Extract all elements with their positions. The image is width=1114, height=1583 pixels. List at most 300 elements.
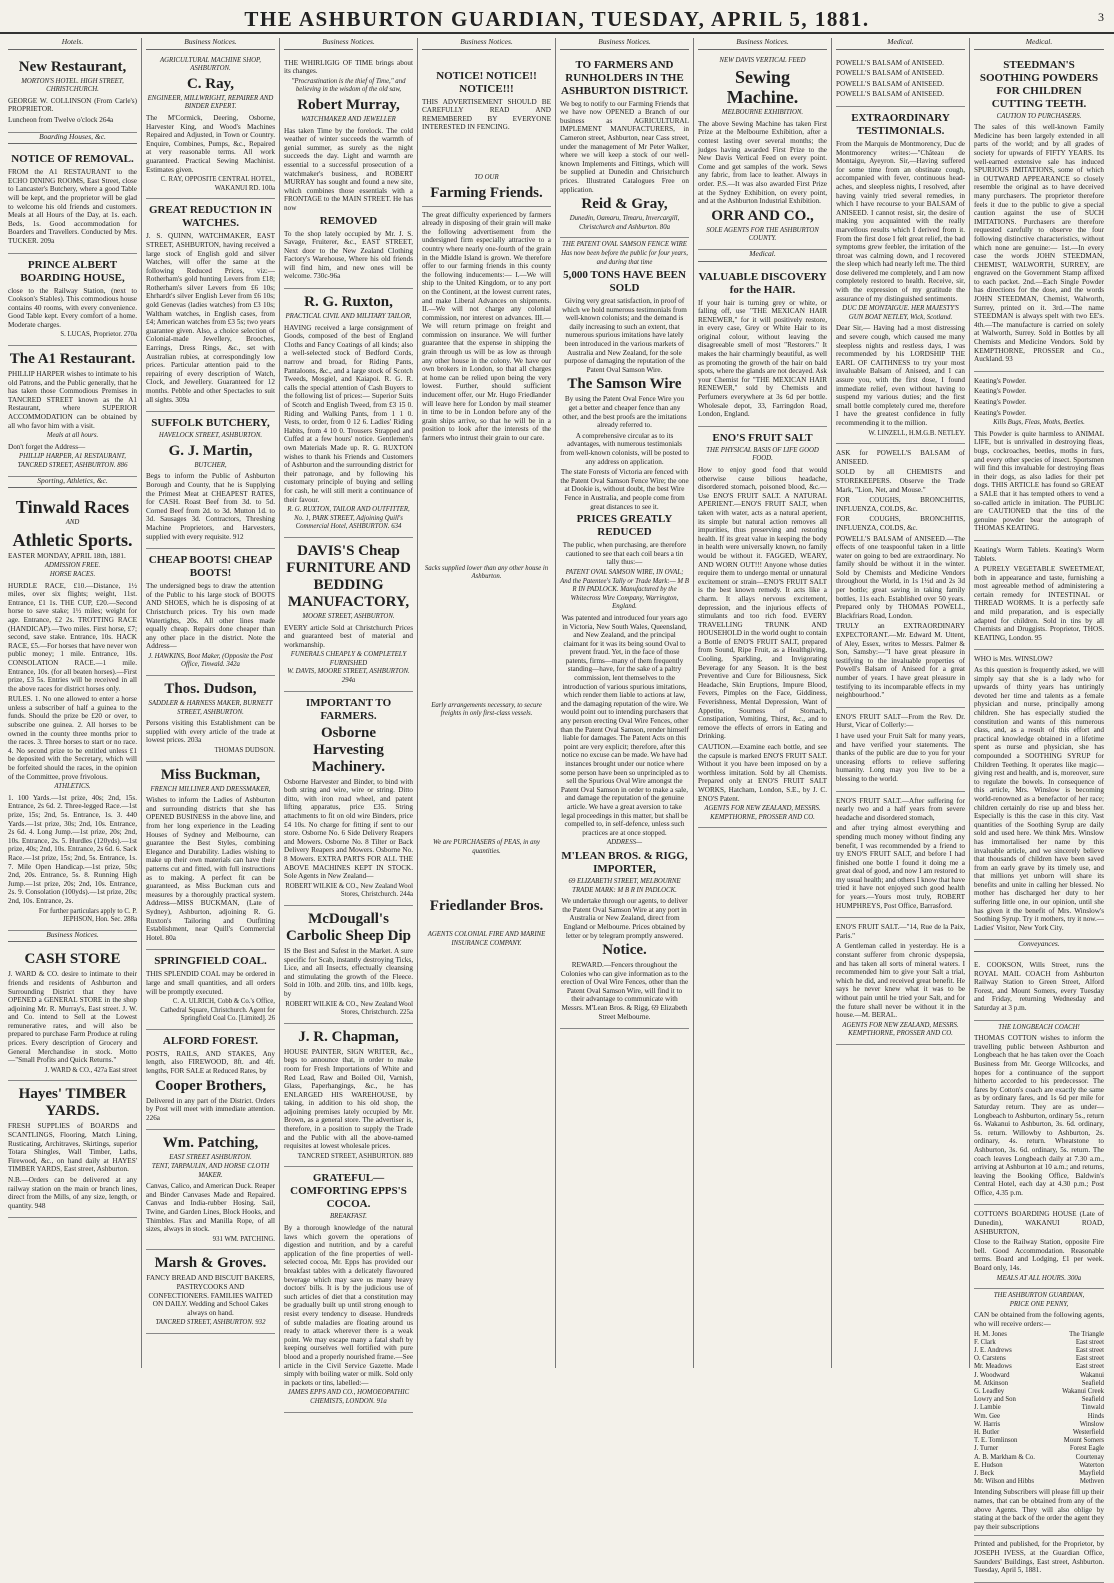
advert-text: The undersigned begs to draw the attention of the Public to his large stock of BOOTS AND SHOES, which he is disposing of at Christchurch prices. Try his own made Watertights, 20s. All other lines made equally cheap. Repairs done cheaper than any other place in the district. Note the Address—: [146, 582, 275, 651]
agent-name: G. Leadley: [974, 1388, 1005, 1396]
advert-signature: AGENTS FOR NEW ZEALAND, MESSRS. KEMPTHORNE, PROSSER AND CO.: [842, 1021, 959, 1038]
section-heading: Medical.: [974, 38, 1104, 50]
advert-text: From the Marquis de Montmorency, Duc de Montmorency writes:—"Château de Montaigu, Ayeyron. Sir,—Having suffered for some time from an obstinate cough, accompanied with fever, continuous head-aches, and sleepless nights, I resolved, after having vainly tried several remedies, in which I have recourse to your BALSAM of ANISEED. I cannot resist, sir, the desire of making you acquainted with the really marvellous results which I derived from it. From the first dose I felt great relief, the bad symptoms grew feebler, the irritation of the throat was calming down, and I recovered the sleep which had nearly left me. The third dose delivered me completely, and I am now completely restored to health. Receive, sir, with the expression of my gratitude the assurance of my distinguished sentiments.: [836, 139, 965, 303]
advert-text: POSTS, RAILS, AND STAKES, Any length, also FIREWOOD, 8ft. and 4ft. lengths, FOR SALE at Reduced Rates, by: [146, 1049, 275, 1076]
advert-title: WHO is Mrs. WINSLOW?: [974, 655, 1053, 664]
advert-chapman: [284, 1024, 413, 1168]
fence-subheading: Has now been before the public for four years, and during that time: [561, 249, 688, 266]
advert-eno-testimonial-1: [836, 708, 965, 792]
advert-text: How to enjoy good food that would otherwise cause bilious headache, disordered stomach, poisoned blood, &c.—Use ENO'S FRUIT SALT. A NATURAL APERIENT.—ENO'S FRUIT SALT, when taken with water, acts as a natural aperient, its simple but natural action removes all impurities, thus preserving and restoring health. If its great value in keeping the body in health were universally known, no family would be without it. FAGGED, WEARY, AND WORN OUT!!! Anyone whose duties require them to undergo mental or unnatural excitement or strain—ENO'S FRUIT SALT is the best known remedy. It acts like a charm. It allays nervous excitement, depression, and the injurious effects of stimulants and too rich food. EVERY TRAVELLING TRUNK AND HOUSEHOLD in the world ought to contain a Bottle of ENO'S FRUIT SALT, prepared from Sound, Ripe Fruit, as a Healthgiving, Cooling, Sparkling, and Invigorating Beverage for any Season. It is the best Preventive and Cure for Biliousness, Sick Headache, Skin Eruptions, Impure Blood, Fevers, Pimples on the Face, Giddiness, Feverishness, Mental Depression, Want of Appetite, Sourness of Stomach, Constipation, Vomiting, Thirst, &c., and to remove the effects of errors in Eating and Drinking.: [698, 466, 827, 741]
advert-title: Tinwald Races: [15, 497, 130, 518]
advert-davis-furniture: [284, 538, 413, 692]
advert-subtitle: SADDLER & HARNESS MAKER, BURNETT STREET, ASHBURTON.: [148, 700, 273, 716]
advert-text: HAVING received a large consignment of Goods, composed of the best of England Cloths and Fancy Coatings of all kinds; also a well-selected stock of Bedford Cords, narrow and broad, for Riding Pants, Pantaloons, &c., and a large stock of Scotch Tweeds, Mosgiel, and Kaiapoi. R. G. R. calls the special attention of Cash Buyers to the following list of prices:— Superior Suits of Scotch and English Tweed, from £3 15 0. Riding and Walking Pants, from 1 1 0. Vests, to order, from 0 12 6. Ladies' Riding Habits, from 4 10 0. Trousers Strapped and Cuffed at a few hours' notice. Gentlemen's own Materials Made up. R. G. RUXTON wishes to thank his Friends and Customers of Ashburton and the surrounding district for their patronage, and by following his customary principle of buying and selling for cash, he will still merit a continuance of their favour.: [284, 323, 413, 504]
agent-row: [974, 1454, 1104, 1462]
advert-text: A PURELY VEGETABLE SWEETMEAT, both in appearance and taste, furnishing a most agreeable method of administering a certain remedy for INTESTINAL or THREAD WORMS. It is a perfectly safe and mild preparation, and is especially adapted for children. Sold in tins by all Chemists and Druggists. Proprietor, THOS. KEATING, London. 95: [974, 565, 1104, 642]
advert-title: EXTRAORDINARY TESTIMONIALS.: [851, 111, 950, 137]
advert-thos-dudson: [146, 676, 275, 762]
advert-suffolk-butchery: [146, 412, 275, 549]
advert-agents: AGENTS FOR NEW ZEALAND, MESSRS. KEMPTHORNE, PROSSER AND CO.: [704, 805, 821, 821]
advert-robert-murray: [284, 54, 413, 289]
advert-testimonials: [836, 107, 965, 444]
advert-text: Canvas, Calico, and American Duck. Reaper and Binder Canvases Made and Repaired. Canvas and India-rubber Hosing. Sail, Twine, and Garden Lines, Block Hooks, and Thimbles. Flax and Manilla Rope, of all sizes, always in stock.: [146, 1182, 275, 1234]
advert-reid-gray: [560, 54, 689, 239]
agent-place: East street: [1075, 1338, 1104, 1346]
advert-horse-text: HURDLE RACE, £10.—Distance, 1½ miles, over six flights; weight, 11st. Entrance, £1 1s. THE CUP, £20.—Second horse to save stake; 1½ miles; weight for age. Entrance, £2 2s. TROTTING RACE (HANDICAP).—Two miles. First horse, £7; second, save stake. Entrance, 10s. HACK RACE, £5.—For horses that have never won public money; 1 mile. Entrance, 10s. CONSOLATION RACE.—1 mile. Entrance, 10s. (for all beaten horses).—First prize, £3 5s. Entries will be received in all the above races for district horses only.: [8, 581, 137, 693]
advert-title: Miss Buckman,: [160, 766, 261, 783]
agent-name: J. E. Andrews: [974, 1347, 1012, 1354]
advert-meals: MEALS AT ALL HOURS. 300a: [996, 1274, 1082, 1282]
agent-row: [974, 1331, 1104, 1339]
column-4: [418, 38, 556, 1368]
fence-tons: 5,000 TONS HAVE BEEN SOLD: [563, 269, 686, 295]
advert-marsh-groves: [146, 1250, 275, 1334]
agent-place: Hinds: [1087, 1412, 1104, 1420]
samson-note: A comprehensive circular as to its advantages, with numerous testimonials from well-known colonists, will be posted to any address on application.: [560, 431, 689, 466]
coughs-line: ASK for POWELL'S BALSAM of ANISEED.: [836, 449, 965, 466]
advert-title: ENO'S FRUIT SALT: [712, 431, 813, 444]
advert-guardian-agents: [974, 1289, 1104, 1583]
section-heading: Business Notices.: [284, 38, 413, 50]
agent-row: [974, 1339, 1104, 1347]
orr-title: ORR AND CO.,: [711, 207, 814, 224]
keating-line: Keating's Powder.: [974, 376, 1026, 385]
advert-text-2: To the shop lately occupied by Mr. J. S. Savage, Fruiterer, &c., EAST STREET, Next door to the New Zealand Clothing Factory's Warehouse, Where his old friends will find him, and new ones will be welcome. 730c-96a: [284, 229, 413, 281]
advert-title: ENO'S FRUIT SALT.—After suffering for nearly two and a half years from severe headache and disordered stomach,: [836, 796, 965, 822]
agent-place: Mount Somers: [1063, 1437, 1104, 1445]
agent-row: [974, 1413, 1104, 1421]
agent-row: [974, 1429, 1104, 1437]
prices-reduced: PRICES GREATLY REDUCED: [576, 513, 673, 539]
agent-name: J. Beck: [974, 1470, 995, 1478]
advert-subtitle-2: ENGINEER, MILLWRIGHT, REPAIRER AND BINDER EXPERT.: [147, 94, 274, 111]
column-8: [970, 37, 1108, 1575]
agent-place: Courtenay: [1075, 1453, 1104, 1461]
advert-signature: ROBERT WILKIE & CO., New Zealand Wool Stores, Christchurch. 225a: [285, 1000, 413, 1017]
advert-springfield-coal: [146, 950, 275, 1030]
column-6: [694, 38, 832, 1368]
keating-line: Keating's Powder.: [974, 398, 1026, 406]
farming-text: The great difficulty experienced by farmers already in disposing of their grain will make the following advertisement from the undersigned firm especially attractive to a country where nearly one-fourth of the grain in the Middle Island is grown. We therefore offer to our farming friends in this county the following inducements:— I.—We will ship to the United Kingdom, or to any port on the Continent, at the lowest current rates, and make Liberal Advances on shipments. II.—We will not charge any colonial commission, nor interest on advances. III.—We will return primage on freight and commission on insurance. We will further guarantee that the expense in shipping the grain through us will be as low as through any other house in the colony. We have our own brokers in London, so that all charges at home can be relied upon being the very lowest. Further, should sufficient inducement offer, our Mr. Hugo Friedlander will leave here for London by mail steamer in time to be in London before any of the grain ships arrive, so that he will be in a position to look after the interests of the farmers who intrust their grain to our care.: [422, 210, 551, 442]
advert-signature: TANCRED STREET, ASHBURTON. 889: [297, 1152, 413, 1160]
advert-text: Close to the Railway Station, opposite Fire bell. Good Accommodation. Reasonable terms. Board and Lodging, £1 per week. Board only, 14s.: [974, 1238, 1104, 1273]
advert-title: STEEDMAN'S SOOTHING POWDERS FOR CHILDREN CUTTING TEETH.: [979, 58, 1099, 110]
advert-miss-buckman: [146, 762, 275, 951]
advert-title: The A1 Restaurant.: [9, 351, 136, 368]
advert-text: The M'Cormick, Deering, Osborne, Harvester King, and Wood's Machines Repaired and Adjusted, in Town or Country. Enquire, Combines, Pumps, &c., Repaired at very reasonable terms. All work guaranteed. Practical Sewing Machinist. Estimates given.: [146, 113, 275, 174]
farming-friends-title: Farming Friends.: [430, 184, 543, 201]
column-3: [280, 37, 418, 1405]
agent-row: [974, 1421, 1104, 1429]
keating-kills: Kills Bugs, Fleas, Moths, Beetles.: [993, 419, 1085, 427]
advert-new-restaurant: [8, 54, 137, 133]
importer-name: M'LEAN BROS. & RIGG, IMPORTER,: [561, 849, 688, 875]
advert-title: ENO'S FRUIT SALT.—"14, Rue de la Paix, Paris.": [836, 923, 965, 940]
advert-title: IMPORTANT TO FARMERS.: [305, 696, 392, 722]
advert-title: Wm. Patching,: [162, 1135, 259, 1152]
keating-line: Keating's Powder.: [974, 408, 1026, 417]
advert-letter-signature: W. LINZELL, H.M.G.B. NETLEY.: [868, 429, 965, 437]
samson-title: The Samson Wire: [567, 376, 682, 393]
advert-signature: THOMAS DUDSON.: [214, 747, 275, 755]
agent-place: Tinwald: [1081, 1404, 1104, 1412]
advert-text: This Powder is quite harmless to ANIMAL LIFE, but is unrivalled in destroying fleas, bugs, cockroaches, beetles, moths in furs, and every other species of insect. Sportsmen will find this invaluable for destroying fleas in their dogs, as also ladies for their pet dogs. THIS ARTICLE has found so GREAT a SALE that it has tempted others to vend a so-called article in imitation. The PUBLIC are CAUTIONED that the tins of the genuine powder bear the autograph of THOMAS KEATING.: [974, 429, 1104, 533]
advert-note: Intending Subscribers will please fill up their names, that can be obtained from any of the above Agents. They will also oblige by stating at the back of the order the agent they pay their subscriptions: [974, 1488, 1104, 1531]
advert-rules: RULES. 1. No one allowed to enter a horse unless a subscriber of half a guinea to the funds. Should the prize be £20 or over, to subscribe one guinea. 2. All horses to be owned in the county three months prior to the races. 3. Three horses to start or no race. 4. No second prize to be entitled unless £1 be deposited with the Secretary, which will be forfeited should the races, in the opinion of the Committee, prove frivolous.: [8, 695, 137, 781]
advert-athletics: ATHLETICS.: [54, 783, 91, 791]
advert-subtitle: MOORE STREET, ASHBURTON.: [302, 612, 395, 620]
agent-row: [974, 1347, 1104, 1355]
advert-title: Hayes' TIMBER YARDS.: [18, 1086, 127, 1120]
advert-funerals: FUNERALS CHEAPLY & COMPLETELY FURNISHED: [290, 651, 407, 667]
agent-place: Wakanui Creek: [1062, 1388, 1104, 1396]
advert-samson-wire: [560, 238, 689, 1029]
advert-mcdougall-dip: [284, 906, 413, 1024]
advert-subtitle: THE PHYSICAL BASIS OF LIFE GOOD FOOD.: [706, 446, 819, 463]
advert-text: Persons visiting this Establishment can be supplied with every article of the trade at lowest prices. 203a: [146, 719, 275, 745]
advert-epps-cocoa: [284, 1167, 413, 1412]
section-heading: Sporting, Athletics, &c.: [8, 477, 137, 489]
newspaper-columns: [4, 37, 1110, 1575]
section-heading: Business Notices.: [698, 38, 827, 50]
balsam-line: POWELL'S BALSAM of ANISEED.: [836, 79, 944, 88]
advert-subtitle: FRENCH MILLINER AND DRESSMAKER,: [150, 785, 271, 793]
agent-name: Lowry and Son: [974, 1396, 1016, 1404]
samson-state: The state Forests of Victoria are fenced with the Patent Oval Samson Fence Wire; the one at Dookie is, without doubt, the best Wire Fence in Australia, and people come from great distances to see it.: [560, 468, 689, 511]
advert-title: New Restaurant,: [18, 58, 127, 75]
advert-text: Has taken Time by the forelock. The cold weather of winter succeeds the warmth of genial summer, as surely as the night succeeds the day. Light and warmth are essential to a successful prosecution of a watchmaker's business, and ROBERT MURRAY has sought and found a new site, which combines those essentials with a FRONTAGE to the MAIN STREET. He has now: [284, 126, 413, 212]
agent-name: Wm. Gee: [974, 1412, 1001, 1420]
agent-name: H. Butler: [974, 1429, 1000, 1437]
agent-place: East street: [1075, 1347, 1104, 1354]
agent-name: W. Harris: [974, 1420, 1001, 1428]
agent-name: J. Woodward: [974, 1371, 1010, 1379]
agent-row: [974, 1396, 1104, 1404]
agent-name: O. Carstens: [974, 1355, 1006, 1363]
advert-signature: C. A. ULRICH, Cobb & Co.'s Office, Cathedral Square, Christchurch. Agent for Springfield Coal Co. [Limited]. 26: [160, 998, 275, 1023]
agent-name: A. B. Markham & Co.: [974, 1453, 1035, 1461]
advert-hayes-timber: [8, 1081, 137, 1218]
advert-text: CAN be obtained from the following agents, who will receive orders:—: [974, 1311, 1104, 1328]
advert-title: SPRINGFIELD COAL.: [154, 955, 267, 968]
advert-text: A Gentleman called in yesterday. He is a constant sufferer from chronic dyspepsia, and has taken all sorts of mineral waters. I recommended him to give your Salt a trial, which he did, and received great benefit. He says he never knew what it was to be without pain until he tried your Salt, and for the future shall never be without it in the house.—M. BERAL.: [836, 942, 965, 1020]
advert-signature: JAMES EPPS AND CO., HOMOEOPATHIC CHEMISTS, LONDON. 91a: [287, 1389, 410, 1405]
advert-date: EASTER MONDAY, APRIL 18th, 1881.: [8, 551, 126, 560]
advert-text: By a thorough knowledge of the natural laws which govern the operations of digestion and nutrition, and by a careful application of the fine properties of well-selected cocoa, Mr. Epps has provided our breakfast tables with a delicately flavoured beverage which may save us many heavy doctors' bills. It is by the judicious use of such articles of diet that a constitution may be gradually built up until strong enough to resist every tendency to disease. Hundreds of subtle maladies are floating around us ready to attack wherever there is a weak point. We may escape many a fatal shaft by keeping ourselves well fortified with pure blood and a properly nourished frame.—See article in the Civil Service Gazette. Made simply with boiling water or milk. Sold only in packets or tins, labelled:—: [284, 1224, 413, 1387]
to-our-label: TO OUR: [474, 173, 499, 181]
advert-worm-tablets: [974, 541, 1104, 651]
column-5: [556, 38, 694, 1368]
agent-name: E. Hudson: [974, 1461, 1003, 1469]
advert-subtitle: PRACTICAL CIVIL AND MILITARY TAILOR,: [285, 313, 412, 321]
agent-row: [974, 1404, 1104, 1412]
advert-eno-fruit-salt: [698, 427, 827, 829]
advert-letter: Dear Sir,— Having had a most distressing and severe cough, which caused me many sleepless nights and restless days, I was recommended by his LORDSHIP THE EARL OF CAITHNESS to try your most invaluable Balsam of Aniseed, and I can assure you, with the first dose, I found immediate relief, even without having to suspend my various duties; and the first small bottle completely cured me, therefore I have the greatest confidence in fully recommending it to the million.: [836, 324, 965, 427]
advert-text: FANCY BREAD AND BISCUIT BAKERS, PASTRYCOOKS AND CONFECTIONERS. FAMILIES WAITED ON DAILY. Wedding and School Cakes always on hand.: [146, 1274, 275, 1317]
section-heading: Business Notices.: [560, 38, 689, 50]
fence-text: Giving very great satisfaction, in proof of which we hold numerous testimonials from well-known colonists; and the demand is daily increasing to such an extent, that numerous spurious imitations have lately been introduced in the various markets of Australia and New Zealand, for the sole purpose of damaging the reputation of the Patent Oval Samson Wire.: [562, 297, 687, 374]
advert-signature: For further particulars apply to C. P. JEPHSON, Hon. Sec. 288a: [38, 907, 137, 924]
advert-text: FRESH SUPPLIES of BOARDS and SCANTLINGS, Flooring, Match Lining, Rusticating, Architraves, Skirtings, superior Totara Shingles, Wall Timber, Laths, Firewood, &c., on hand daily at HAYES' TIMBER YARDS, East street, Ashburton.: [8, 1122, 137, 1174]
advert-name: Osborne Harvesting Machinery.: [312, 724, 385, 775]
advert-cotton-boarding: [974, 1205, 1104, 1289]
advert-removed: REMOVED: [319, 214, 378, 227]
advert-signature: TANCRED STREET, ASHBURTON. 932: [155, 1319, 266, 1327]
advert-text: The above Sewing Machine has taken First Prize at the Melbourne Exhibition, after a contest lasting over several months; the judges having awarded First Prize to the New Davis Vertical Feed on every point. Come and get samples of the work. Sews any fabric, from lace to leather. Always in order. P.S.—It was also awarded First Prize at the Sydney Exhibition, on every point, and at the Ashburton Industrial Exhibition.: [698, 119, 827, 206]
agent-place: Westerfield: [1072, 1429, 1104, 1437]
advert-ruxton: [284, 289, 413, 538]
balsam-line: POWELL'S BALSAM of ANISEED.: [836, 69, 944, 78]
advert-hair-renewer: [698, 266, 827, 427]
advert-signature: PHILLIP HARPER, A1 RESTAURANT, TANCRED STREET, ASHBURTON. 886: [17, 453, 128, 469]
coughs-line: FOR COUGHS, BRONCHITIS, INFLUENZA, COLDS, &c.: [836, 515, 965, 532]
section-heading: Conveyances.: [974, 940, 1104, 952]
agent-name: F. Clark: [974, 1338, 996, 1346]
advert-title: THE WHIRLIGIG OF TIME brings about its changes.: [284, 58, 413, 76]
advert-balsam-coughs: [836, 444, 965, 708]
agent-name: T. E. Tomlinson: [974, 1437, 1018, 1445]
advert-text: We beg to notify to our Farming Friends that we have now OPENED a Branch of our business as AGRICULTURAL IMPLEMENT MANUFACTURERS, in Cameron street, Ashburton, near Cass street, under the management of Mr Peter Walker, where we will keep a stock of our well-known Implements and Fittings, which will be supplied at Dunedin and Christchurch prices. Illustrated Catalogues Free on application.: [560, 99, 689, 194]
advert-a1-restaurant: [8, 346, 137, 477]
notice-title: Notice.: [602, 942, 647, 959]
advert-eno-testimonial-2: [836, 792, 965, 919]
advert-watches: [146, 199, 275, 412]
advert-text: THIS SPLENDID COAL may be ordered in large and small quantities, and all orders will be promptly executed.: [146, 970, 275, 996]
agent-place: Seafield: [1081, 1396, 1104, 1404]
advert-signature: J. WARD & CO., 427a East street: [44, 1066, 137, 1074]
advert-caution: CAUTION.—Examine each bottle, and see the capsule is marked ENO'S FRUIT SALT. Without it you have been imposed on by a worthless imitation. Sold by all Chemists. Prepared only at ENO'S FRUIT SALT WORKS, Hatcham, London, S.E., by J. C. ENO'S Patent.: [698, 743, 827, 803]
advert-title: PRINCE ALBERT BOARDING HOUSE,: [20, 258, 125, 284]
advert-subtitle-2: TENT, TARPAULIN, AND HORSE CLOTH MAKER.: [151, 1163, 270, 1179]
section-heading: Business Notices.: [146, 38, 275, 50]
advert-text: J. S. QUINN, WATCHMAKER, EAST STREET, ASHBURTON, having received a large stock of English gold and silver Watches, will offer the same at the following Reduced Prices, viz:—Rotherham's gold hunting Levers from £18; Rotherham's silver Levers from £6 10s; Ehrhardt's silver English Lever from £6 10s; gold Genevas (ladies watches) from £3 10s; Waltham watches, in English cases, from £4; American watches from £3 5s; two years guarantee given. Also, a choice selection of Colonial-made Jewellery, Brooches, Earrings, Dress Rings, &c., set with Australian rubies, at correspondingly low prices. Particular attention paid to the repairing of every description of Watch, Clock, and Jewellery. Guaranteed for 12 months. Pebble and other Spectacles to suit all sights. 309a: [146, 232, 275, 404]
advert-subtitle: MORTON'S HOTEL. HIGH STREET, CHRISTCHURCH.: [21, 77, 124, 94]
section-heading: Business Notices.: [8, 931, 137, 943]
advert-proprietor: GEORGE W. COLLINSON (From Carle's) PROPRIETOR.: [8, 96, 137, 114]
advert-text: PHILLIP HARPER wishes to intimate to his old Patrons, and the Public generally, that he has taken those Commodious Premises in TANCRED STREET known as the A1 Restaurant, where SUPERIOR ACCOMMODATION can be obtained by all who favor him with a visit.: [8, 370, 137, 430]
advert-title: ALFORD FOREST.: [162, 1034, 259, 1047]
agent-row: [974, 1437, 1104, 1445]
advert-signature: W. DAVIS, MOORE STREET, ASHBURTON. 294a: [287, 668, 410, 685]
advert-alford-forest: [146, 1030, 275, 1131]
column-7: [832, 38, 970, 1368]
undertake-text: We undertake through our agents, to deliver the Patent Oval Samson Wire at any port in Australia or New Zealand, direct from England or Melbourne. Prices obtained by letter or by telegram promptly answered.: [561, 897, 688, 940]
advert-title: NOTICE OF REMOVAL.: [11, 153, 134, 166]
agent-row: [974, 1388, 1104, 1396]
advert-wm-patching: [146, 1130, 275, 1250]
agent-row: [974, 1470, 1104, 1478]
agent-name: Mr. Meadows: [974, 1363, 1012, 1371]
early-note: Early arrangements necessary, to secure freights in only first-class vessels.: [431, 701, 542, 718]
samson-text: By using the Patent Oval Fence Wire you get a better and cheaper fence than any other, and the best proofs are the imitations already referred to.: [562, 395, 687, 430]
advert-title: THE LONGBEACH COACH!: [998, 1023, 1080, 1031]
advert-tinwald-races: [8, 492, 137, 931]
agent-place: Methven: [1079, 1478, 1104, 1486]
advert-text: FROM the A1 RESTAURANT to the ECHO DINING ROOMS, East Street, close to Lancaster's Butchery, where a good Table will be kept, and the proprietor will be glad to welcome his old friends and customers. Meals at all Hours of the Day, at 1s. each. Beds, 1s. Good accommodation for Boarders and Travellers. Conducted by Mrs. TUCKER. 209a: [8, 168, 137, 245]
advert-title: SUFFOLK BUTCHERY,: [151, 417, 270, 430]
advert-mrs-winslow: [974, 650, 1104, 940]
advert-title: Keating's Worm Tablets. Keating's Worm Tablets.: [974, 545, 1104, 563]
advert-text: and after trying almost everything and spending much money without finding any benefit, I was recommended by a friend to try ENO'S FRUIT SALT, and before I had finished one bottle I found it doing me a great deal of good, and now I am restored to my usual health; and others I know that have tried it have not enjoyed such good health for years.—Yours most truly, ROBERT HUMPHREYS, Post Office, Barrasford.: [836, 824, 965, 910]
advert-title: THE ASHBURTON GUARDIAN,: [993, 1292, 1085, 1300]
advert-title-2: Athletic Sports.: [12, 529, 133, 550]
advert-text: Luncheon from Twelve o'clock 264a: [8, 115, 114, 124]
advert-name: G. J. Martin,: [168, 442, 253, 459]
newspaper-title: THE ASHBURTON GUARDIAN, TUESDAY, APRIL 5, 1881.: [244, 7, 870, 31]
advert-steedman: [974, 54, 1104, 372]
advert-eno-testimonial-3: [836, 918, 965, 1045]
advert-title: Thos. Dudson,: [164, 681, 257, 698]
tally-text: PATENT OVAL SAMSON WIRE, IN OVAL; And the Patentee's Tally or Trade Mark:— M B R IN PADLOCK. Manufactured by the Whitecross Wire Company, Warrington, England.: [560, 568, 689, 611]
advert-c-ray: [146, 54, 275, 200]
column-1: [4, 38, 142, 1368]
advert-title: GRATEFUL—COMFORTING EPPS'S COCOA.: [290, 1172, 407, 1211]
page-number: 3: [1098, 10, 1104, 24]
advert-signature: J. HAWKINS, Boot Maker, (Opposite the Post Office, Tinwald. 342a: [148, 652, 273, 669]
advert-title: C. Ray,: [186, 75, 235, 92]
coughs-line: FOR COUGHS, BRONCHITIS, INFLUENZA, COLDS, &c.: [836, 496, 965, 513]
advert-text: HOUSE PAINTER, SIGN WRITER, &c., begs to announce that, in order to make room for Fresh Importations of White and Red Lead, Raw and Boiled Oil, Varnish, Glass, Paperhangings, &c., he has ENLARGED HIS WAREHOUSE, by taking, in addition to his old shop, the adjoining premises lately occupied by Mr. Brown, as a general store. The advertiser is, therefore, in a position to supply the Trade and the Public with all the above-named requisites at lowest wholesale prices.: [284, 1047, 413, 1151]
advert-text: THOMAS COTTON wishes to inform the travelling public between Ashburton and Longbeach that he has taken over the Coach Business from Mr. George Willcocks, and hopes for a continuance of the support hitherto accorded to his predecessor. The fares by Cotton's coach are exactly the same as by ordinary fares, and 1s 6d per mile for Saturday return. They are as under— Longbeach to Ashburton, ordinary 5s., return 6s. Wakanui to Ashburton, 3s. 6d. ordinary, 5s. return. Willowby to Ashburton, 2s. ordinary, 4s. return. Wheatstone to Ashburton, 3s. 6d. ordinary, 5s. return. The coach leaves Longbeach daily at 7.30 a.m., arriving at Ashburton at 10 a.m.; and returns, leaving the Booking Office, Baldwin's Central Hotel, each day at 4.30 p.m.; Post Office, 4.35 p.m.: [974, 1034, 1104, 1197]
advert-title: CHEAP BOOTS! CHEAP BOOTS!: [148, 554, 273, 580]
advert-name: Cooper Brothers,: [154, 1077, 267, 1094]
advert-expectorant: TRULY an EXTRAORDINARY EXPECTORANT.—Mr. Edward M. Uttent, of Aley, Essex, writes to Messrs. Palmer & Son, Samsby:—"I have great pleasure in testifying to the invaluable properties of Powell's Balsam of Aniseed for a great number of years. I have great pleasure in testifying to its incomparable effects in my neighbourhood.": [836, 622, 965, 700]
notice-title: NOTICE! NOTICE!! NOTICE!!!: [436, 69, 537, 95]
advert-title: R. G. Ruxton,: [304, 294, 393, 311]
masthead: [0, 0, 1114, 34]
advert-title: DAVIS'S Cheap FURNITURE AND BEDDING MANUFACTORY,: [286, 542, 411, 610]
advert-keating-powder: [974, 372, 1104, 541]
advert-text-2: Delivered in any part of the District. Orders by Post will meet with immediate attention. 226a: [146, 1096, 275, 1122]
advert-title: J. R. Chapman,: [298, 1028, 399, 1045]
agents-list: [974, 1331, 1104, 1487]
advert-name: Robert Murray,: [297, 96, 400, 113]
advert-cheap-boots: [146, 549, 275, 676]
advert-signature: C. RAY, OPPOSITE CENTRAL HOTEL, WAKANUI RD. 100a: [160, 176, 275, 192]
section-heading: Hotels.: [8, 38, 137, 50]
advert-admission: ADMISSION FREE.: [44, 562, 101, 570]
purchasers-note: We are PURCHASERS of PEAS, in any quantities.: [433, 838, 540, 855]
advert-notice-of-removal: [8, 148, 137, 253]
notice-text: THIS ADVERTISEMENT SHOULD BE CAREFULLY READ AND REMEMBERED BY EVERYONE INTERESTED IN FENCING.: [422, 97, 551, 132]
advert-signature: ROBERT WILKIE & CO., New Zealand Wool Stores, Christchurch. 244a: [285, 882, 413, 899]
advert-name: Reid & Gray,: [581, 196, 668, 213]
advert-signature: R. G. RUXTON, TAILOR AND OUTFITTER, No. 1, PARK STREET, Adjoining Quill's Commercial Hotel, ASHBURTON. 634: [287, 506, 410, 531]
advert-text: Osborne Harvester and Binder, to bind with both string and wire, wire or string. Ditto ditto, with iron road wheel, and patent lifting apparatus, price £35. String attachments to fit on old wire Binders, price £4 10s. No charge for fitting if sent to our store. Osborne No. 6 Side Delivery Reapers and Mowers. Osborne No. 8 Tilter or Back Delivery Reapers and Mowers. Osborne No. 8 Mowers. EXTRA PARTS FOR ALL THE ABOVE MACHINES KEPT IN STOCK. Sole Agents in New Zealand—: [284, 777, 413, 881]
advert-meals: Meals at all hours.: [46, 432, 99, 440]
agent-place: Winslow: [1079, 1420, 1104, 1428]
advert-signature: DUC DE MONTAIGUE. HER MAJESTY'S GUN BOAT NETLEY, Wick, Scotland.: [842, 305, 959, 321]
advert-signature: Dunedin, Oamaru, Timaru, Invercargill, Christchurch and Ashburton. 80a: [569, 215, 680, 231]
agent-place: Wakanui: [1080, 1371, 1104, 1379]
advert-title: TO FARMERS AND RUNHOLDERS IN THE ASHBURTON DISTRICT.: [561, 58, 688, 97]
balsam-line: POWELL'S BALSAM of ANISEED.: [836, 58, 944, 67]
fence-heading: THE PATENT OVAL SAMSON FENCE WIRE: [562, 241, 687, 249]
advert-text: POWELL'S BALSAM of ANISEED.—The effects of one teaspoonful taken in a little water on going to bed are extraordinary. No family should be without it in the winter. Sold by Chemists and Medicine Vendors throughout the World, in 1s 1½d and 2s 3d per bottle; great saving in taking family bottles, 11s each. Established over 50 years. Prepared only by THOMAS POWELL, Blackfriars Road, London.: [836, 534, 965, 620]
importer-address: 69 ELIZABETH STREET, MELBOURNE: [568, 877, 681, 885]
advert-title: McDougall's Carbolic Sheep Dip: [285, 910, 411, 944]
advert-title: Marsh & Groves.: [154, 1255, 267, 1272]
advert-cookson-coach: [974, 956, 1104, 1021]
advert-title: GREAT REDUCTION IN WATCHES.: [148, 204, 273, 230]
agent-name: M. Atkinson: [974, 1379, 1008, 1387]
advert-signature: 931 WM. PATCHING.: [212, 1235, 275, 1243]
agent-place: Forest Eagle: [1069, 1445, 1104, 1453]
advert-athletics-text: 1. 100 Yards.—1st prize, 40s; 2nd, 15s. Entrance, 2s 6d. 2. Three-legged Race.—1st prize, 15s; 2nd, 5s. Entrance, 1s. 3. 440 Yards.—1st prize, 30s; 2nd, 10s. Entrance, 2s 6d. 4. Long Jump.—1st prize, 20s; 2nd, 10s. Entrance, 2s. 5. Hurdles (120yds).—1st prize, 40s; 2nd, 10s. Entrance, 2s 6d. 6. Sack Race.—1st prize, 15s; 2nd, 5s. Entrance, 1s. 7. Mile Open Handicap.—1st prize, 50s; 2nd, 20s. Entrance, 5s. 8. Running High Jump.—1st prize, 20s; 2nd, 10s. Entrance, 2s. 9. Consolation (100yds).—1st prize, 20s; 2nd, 10s. Entrance, 2s.: [8, 793, 137, 905]
balsam-line: POWELL'S BALSAM of ANISEED.: [836, 90, 944, 99]
advert-text: J. WARD & CO. desire to intimate to their friends and residents of Ashburton and Surrounding District that they have OPENED a GENERAL STORE in the shop adjoining Mr. R. Murray's, East street. J. W. and Co. intend to Sell at the Lowest remunerative rates, and will also be prepared to purchase Farm Produce at ruling prices. Every description of Grocery and General Merchandise in stock. Motto—"Small Profits and Quick Returns.": [8, 970, 137, 1065]
agent-row: [974, 1462, 1104, 1470]
agent-place: East street: [1075, 1363, 1104, 1371]
agent-row: [974, 1372, 1104, 1380]
history-text: Was patented and introduced four years ago in Victoria, New South Wales, Queensland, and New Zealand, and the principal claimant for it was its being sound Oval to prevent fraud. Yet, in the face of those patents, firms—many of them frequently standing—have, for the sake of a paltry commission, lent themselves to the introduction of various spurious imitations, which render them liable to actions at law, and the damaging reputation of the wire. We would point out to intending purchasers that any person erecting Oval Wire Fences, other than the Patent Oval Samson, render himself liable for damages. The Patent Acts on this point are very explicit; therefore, after this notice no excuse can be made. We have had instances brought under our notice where some person have been so unprincipled as to sell the Spurious Oval Wire amongst the Patent Oval Samson in order to make a sale, and damage the reputation of the genuine article. We have a great aversion to take legal proceedings in this matter, but shall be compelled to, in self-defence, unless such practices are at once stopped.: [560, 613, 689, 837]
advert-text: If your hair is turning grey or white, or falling off, use "THE MEXICAN HAIR RENEWER," for it will positively restore, in every case, Grey or White Hair to its original colour, without leaving the disagreeable smell of most "Restorers." It makes the hair charmingly beautiful, as well as promoting the growth of the hair on bald spots, where the glands are not decayed. Ask your Chemist for "THE MEXICAN HAIR RENEWER," sold by Chemists and Perfumers everywhere at 3s 6d per bottle. Wholesale depot, 33, Farringdon Road, London, England.: [698, 298, 827, 419]
agent-name: Mr. Wilson and Hibbs: [974, 1478, 1035, 1486]
agent-place: Waterton: [1079, 1461, 1104, 1469]
advert-subtitle: MELBOURNE EXHIBITION.: [721, 109, 804, 117]
advert-signature: S. LUCAS, Proprietor. 270a: [60, 331, 137, 339]
advert-subtitle: BREAKFAST.: [330, 1213, 367, 1221]
advert-sewing-machine: [698, 54, 827, 250]
advert-longbeach-coach: [974, 1021, 1104, 1206]
advert-horse-races: HORSE RACES.: [49, 570, 96, 578]
advert-text: close to the Railway Station, (next to Cookson's Stables). This commodious house contains 40 rooms, with every convenience. Good Table kept. Every comfort of a home. Moderate charges.: [8, 286, 137, 329]
advert-trade: BUTCHER,: [194, 461, 227, 469]
agent-row: [974, 1363, 1104, 1371]
agent-place: The Triangle: [1069, 1330, 1104, 1338]
advert-name: Sewing Machine.: [726, 67, 799, 108]
advert-osborne: [284, 692, 413, 906]
advert-text: Wishes to inform the Ladies of Ashburton and surrounding districts that she has OPENED BUSINESS in the above line, and from her long experience in the Leading Houses of Sydney and Melbourne, can guarantee the Best Styles, combining Elegance and Durability. Ladies wishing to make up their own materials can have their patterns cut and fitted, with full instructions as to making. A perfect fit can be guaranteed, as Miss Buckman cuts and measures by a thoroughly practical system. Address—MISS BUCKMAN, (Late of Sydney), Ashburton, adjoining R. G. Ruxton's Tailoring and Outfitting Establishment, near Quill's Commercial Hotel. 80a: [146, 796, 275, 942]
reward-text: REWARD.—Fencers throughout the Colonies who can give information as to the erection of Oval Wire Fences, other than the Patent Oval Samson Wire, will find it to their advantage to communicate with Messrs. M'Lean Bros. & Rigg, 69 Elizabeth Street Melbourne.: [560, 961, 689, 1021]
advert-subtitle: PRICE ONE PENNY,: [1009, 1300, 1069, 1308]
advert-subtitle: WATCHMAKER AND JEWELLER: [301, 115, 396, 123]
advert-note: Don't forget the Address—: [8, 442, 86, 451]
advert-prince-albert: [8, 254, 137, 347]
advert-subtitle: EAST STREET ASHBURTON.: [169, 1154, 252, 1162]
sacks-note: Sacks supplied lower than any other house in Ashburton.: [424, 564, 549, 581]
advert-title: CASH STORE: [24, 951, 121, 968]
agent-name: J. Turner: [974, 1445, 999, 1453]
advert-text: I have used your Fruit Salt for many years, and have verified your statements. The thanks of the public are due to you for your unceasing efforts to relieve suffering humanity. Long may you live to be a blessing to the world.: [836, 731, 965, 783]
section-heading: Business Notices.: [422, 38, 551, 50]
advert-title: VALUABLE DISCOVERY for the HAIR.: [698, 270, 827, 296]
advert-quote: "Procrastination is the thief of Time," and believing in the wisdom of the old saw,: [291, 77, 406, 94]
friedlander-title: Friedlander Bros.: [429, 898, 544, 915]
advert-and: AND: [65, 519, 80, 527]
advert-signature: N.B.—Orders can be delivered at any railway station on the main or branch lines, direct from the Mills, of any size, length, or quantity. 948: [8, 1176, 137, 1210]
section-heading: Boarding Houses, &c.: [8, 133, 137, 145]
agent-place: Seafield: [1081, 1379, 1104, 1387]
agent-row: [974, 1445, 1104, 1453]
coughs-line: SOLD by all CHEMISTS and STOREKEEPERS. Observe the Trade Mark, "Lion, Net, and Mouse.": [836, 468, 965, 494]
advert-title: NEW DAVIS VERTICAL FEED: [719, 56, 806, 64]
agents-note: AGENTS COLONIAL FIRE AND MARINE INSURANCE COMPANY.: [427, 931, 546, 947]
advert-text: Begs to inform the Public of Ashburton Borough and County, that he is Supplying the Primest Meat at CHEAPEST RATES, for CASH. Roast Beef from 3d. to 5d. Corned Beef from 2d. to 3d. Mutton 1d. to 3d. Sausages 3d. Contractors, Threshing Machine Proprietors, and Harvesters, supplied with every requisite. 912: [146, 472, 275, 541]
agent-place: Mayfield: [1079, 1470, 1104, 1478]
advert-subtitle: AGRICULTURAL MACHINE SHOP, ASHBURTON.: [159, 56, 261, 73]
trade-mark: TRADE MARK: M B R IN PADLOCK.: [572, 886, 677, 894]
section-heading: Medical.: [698, 250, 827, 262]
advert-text: As this question is frequently asked, we will simply say that she is a lady who for upwards of thirty years has untiringly devoted her time and talents as a female physician and nurse, principally among children. She has especially studied the constitution and wants of this numerous class, and, as a result of this effort and practical knowledge obtained in a lifetime spent as nurse and physician, she has compounded a SOOTHING SYRUP for Children Teething. It operates like magic—giving rest and health, and is, moreover, sure to regulate the bowels. In consequence of this article, Mrs. Winslow is becoming world-renowned as a benefactor of her race; children certainly do rise up and bless her. Especially is this the case in this city. Vast quantities of the Soothing Syrup are daily sold and used here. We think Mrs. Winslow has immortalised her name by this invaluable article, and we sincerely believe that thousands of children have been saved from an early grave by its timely use, and that millions yet unborn will share its benefits and unite in calling her blessed. No mother has discharged her duty to her suffering little one, in our opinion, until she has given it the benefit of Mrs. Winslow's Soothing Syrup. Try it mothers, try it now.—Ladies' Visitor, New York City.: [974, 666, 1104, 932]
advert-text: IS the Best and Safest in the Market. A sure specific for Scab, instantly destroying Ticks, Lice, and all Insects, effectually cleansing and stimulating the growth of the Fleece. Sold in 10lb. and 20lb. tins, and 10lb. kegs, by: [284, 946, 413, 998]
agent-row: [974, 1380, 1104, 1388]
advert-subtitle: HAVELOCK STREET, ASHBURTON.: [158, 432, 263, 440]
advert-text: The sales of this well-known Family Medicine has been largely extended in all parts of the world; and by all grades of society for upwards of FIFTY YEARS. Its well-earned extensive sale has induced SPURIOUS IMITATIONS, some of which in OUTWARD APPEARANCE so closely resemble the original as to have deceived many purchasers. The proprietor therefore feels it due to the public to give a special caution against the use of SUCH IMITATIONS. Purchasers are therefore requested carefully to observe the four following distinctive characteristics, without which none are genuine:— 1st.—In every case the words JOHN STEEDMAN, CHEMIST, WALWORTH, SURREY, are engraved on the Government Stamp affixed to each packet. 2nd.—Each Single Powder has directions for the dose, and the words JOHN STEEDMAN, Chemist, Walworth, Surrey, printed on it. 3rd.—The name STEEDMAN is always spelt with two EE's. 4th.—The manufacture is carried on solely at Walworth, Surrey. Sold in Bottles by all Chemists and Medicine Vendors. Sold by KEMPTHORNE, PROSSER and Co., Auckland. 93: [974, 123, 1104, 364]
advert-title: COTTON'S BOARDING HOUSE (Late of Dunedin), WAKANUI ROAD, ASHBURTON,: [974, 1210, 1104, 1236]
caution-text: The public, when purchasing, are therefore cautioned to see that each coil bears a tin tally thus:—: [562, 541, 687, 567]
keating-line: Keating's Powder.: [974, 387, 1026, 396]
